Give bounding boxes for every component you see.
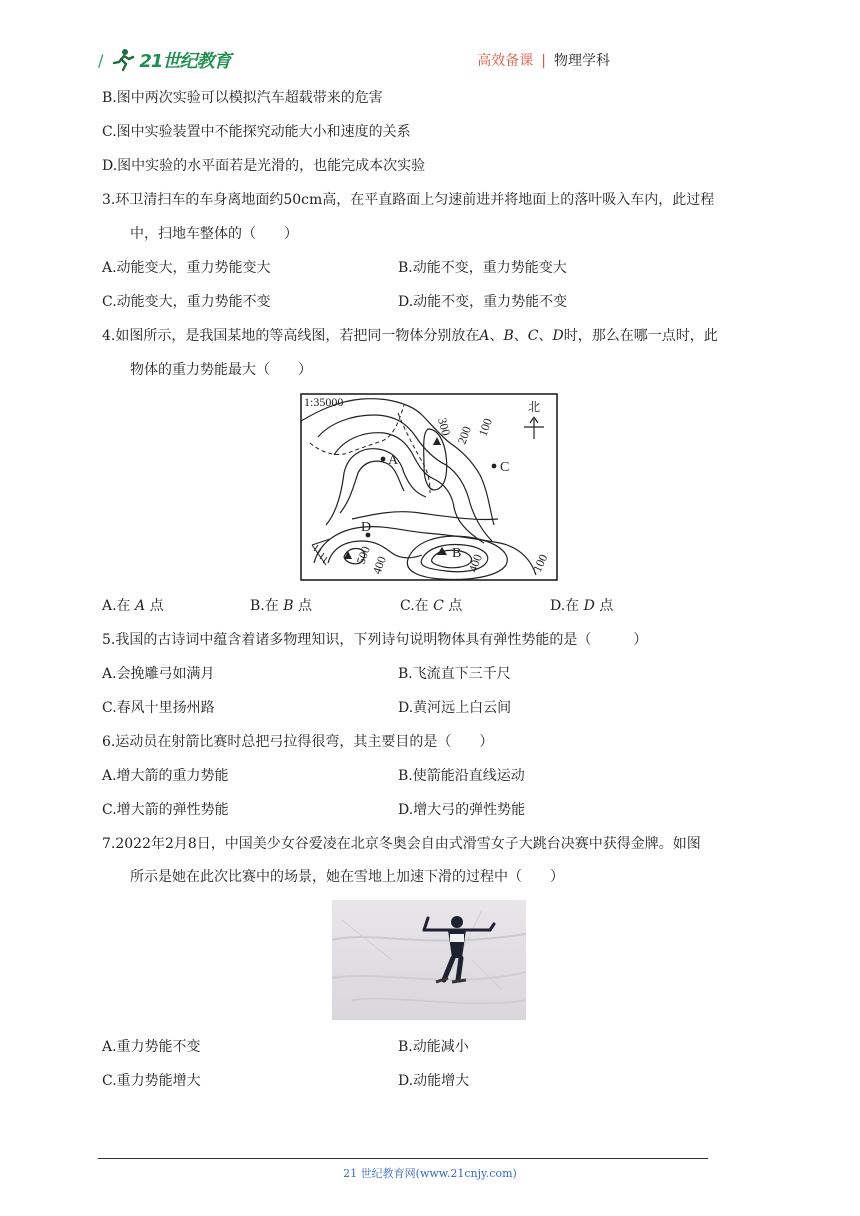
q5-option-d: D.黄河远上白云间 xyxy=(398,700,512,716)
logo-text: 21世纪教育 xyxy=(139,51,231,72)
header-separator: | xyxy=(541,53,546,69)
runner-icon xyxy=(111,48,135,72)
contour-label-400a: 400 xyxy=(369,554,389,577)
q7-option-a: A.重力势能不变 xyxy=(102,1039,201,1055)
q4-option-c xyxy=(400,596,462,616)
q5-stem: 5.我国的古诗词中蕴含着诸多物理知识，下列诗句说明物体具有弹性势能的是（ ） xyxy=(102,632,648,648)
q4-option-d xyxy=(550,596,613,616)
skier-photo xyxy=(332,900,526,1020)
contour-label-500: 500 xyxy=(353,544,373,567)
publisher-logo xyxy=(98,44,230,76)
q5-option-b: B.飞流直下三千尺 xyxy=(398,666,511,682)
contour-label-300: 300 xyxy=(435,416,454,438)
logo-slash-icon: / xyxy=(98,50,104,70)
contour-label-200: 200 xyxy=(454,424,474,447)
map-label-b: B xyxy=(452,546,462,561)
q4-stem-text: 4.如图所示，是我国某地的等高线图，若把同一物体分别放在 xyxy=(102,328,480,344)
contour-label-100b: 100 xyxy=(530,552,551,575)
q4-sep: 、 xyxy=(489,328,504,344)
footer-divider xyxy=(98,1158,708,1159)
q4-option-d-prefix: D.在 xyxy=(550,598,584,614)
q3-option-b: B.动能不变，重力势能变大 xyxy=(398,260,567,276)
q4-sep: 、 xyxy=(538,328,553,344)
q3-stem-line2: 中，扫地车整体的（ ） xyxy=(130,226,298,242)
q4-option-b-var: B xyxy=(283,598,294,614)
q5-option-a: A.会挽雕弓如满月 xyxy=(102,666,215,682)
q7-stem-line1: 7.2022年2月8日，中国美少女谷爱凌在北京冬奥会自由式滑雪女子大跳台决赛中获得金牌。如图 xyxy=(102,836,701,852)
map-scale: 1:35000 xyxy=(304,395,344,409)
q6-option-a: A.增大箭的重力势能 xyxy=(102,768,229,784)
q4-option-c-prefix: C.在 xyxy=(400,598,434,614)
map-label-a: A xyxy=(388,453,399,468)
map-label-c: C xyxy=(500,460,510,475)
q3-option-d: D.动能不变，重力势能不变 xyxy=(398,294,568,310)
q4-option-c-suffix: 点 xyxy=(443,598,463,614)
q7-stem-line2: 所示是她在此次比赛中的场景，她在雪地上加速下滑的过程中（ ） xyxy=(130,869,564,885)
q4-option-b xyxy=(250,596,312,616)
q2-option-c: C.图中实验装置中不能探究动能大小和速度的关系 xyxy=(102,124,411,140)
header-subject-label: 物理学科 xyxy=(554,53,610,69)
q4-option-d-var: D xyxy=(583,598,595,614)
q4-option-a-var: A xyxy=(135,598,146,614)
q3-option-a: A.动能变大，重力势能变大 xyxy=(102,260,271,276)
map-north-label: 北 xyxy=(528,400,541,414)
footer-text: 21 世纪教育网(www.21cnjy.com) xyxy=(343,1167,517,1180)
q6-option-d: D.增大弓的弹性势能 xyxy=(398,802,526,818)
q4-var-a: A xyxy=(479,328,490,344)
q4-var-b: B xyxy=(503,328,514,344)
q7-option-c: C.重力势能增大 xyxy=(102,1073,201,1089)
map-label-d: D xyxy=(361,520,372,535)
page-header xyxy=(98,44,760,78)
q4-option-a-prefix: A.在 xyxy=(102,598,136,614)
q2-option-d: D.图中实验的水平面若是光滑的，也能完成本次实验 xyxy=(102,158,426,174)
point-a-dot xyxy=(381,457,386,462)
point-c-dot xyxy=(492,464,497,469)
q4-stem-line1 xyxy=(102,326,718,346)
q4-option-a xyxy=(102,596,164,616)
header-course-info xyxy=(477,50,610,70)
q4-option-b-prefix: B.在 xyxy=(250,598,284,614)
q6-option-b: B.使箭能沿直线运动 xyxy=(398,768,525,784)
contour-label-100a: 100 xyxy=(475,416,495,439)
q7-option-b: B.动能减小 xyxy=(398,1039,469,1055)
q4-stem-line2: 物体的重力势能最大（ ） xyxy=(130,362,312,378)
q6-stem: 6.运动员在射箭比赛时总把弓拉得很弯，其主要目的是（ ） xyxy=(102,734,494,750)
q5-option-c: C.春风十里扬州路 xyxy=(102,700,215,716)
q3-option-c: C.动能变大，重力势能不变 xyxy=(102,294,271,310)
q4-option-c-var: C xyxy=(433,598,444,614)
q7-option-d: D.动能增大 xyxy=(398,1073,470,1089)
q4-var-c: C xyxy=(527,328,539,344)
q4-option-d-suffix: 点 xyxy=(594,598,614,614)
q3-stem-line1: 3.环卫清扫车的车身离地面约50cm高，在平直路面上匀速前进并将地面上的落叶吸入车内，此过程 xyxy=(102,192,715,208)
q6-option-c: C.增大箭的弹性势能 xyxy=(102,802,229,818)
contour-map xyxy=(300,393,558,581)
contour-label-400b: 400 xyxy=(465,552,485,575)
q4-sep: 、 xyxy=(513,328,528,344)
q4-option-a-suffix: 点 xyxy=(145,598,164,614)
q2-option-b: B.图中两次实验可以模拟汽车超载带来的危害 xyxy=(102,90,383,106)
q4-stem-text: 时，那么在哪一点时，此 xyxy=(563,328,718,344)
header-course-label: 高效备课 xyxy=(477,53,534,69)
q4-option-b-suffix: 点 xyxy=(293,598,312,614)
q4-var-d: D xyxy=(552,328,564,344)
